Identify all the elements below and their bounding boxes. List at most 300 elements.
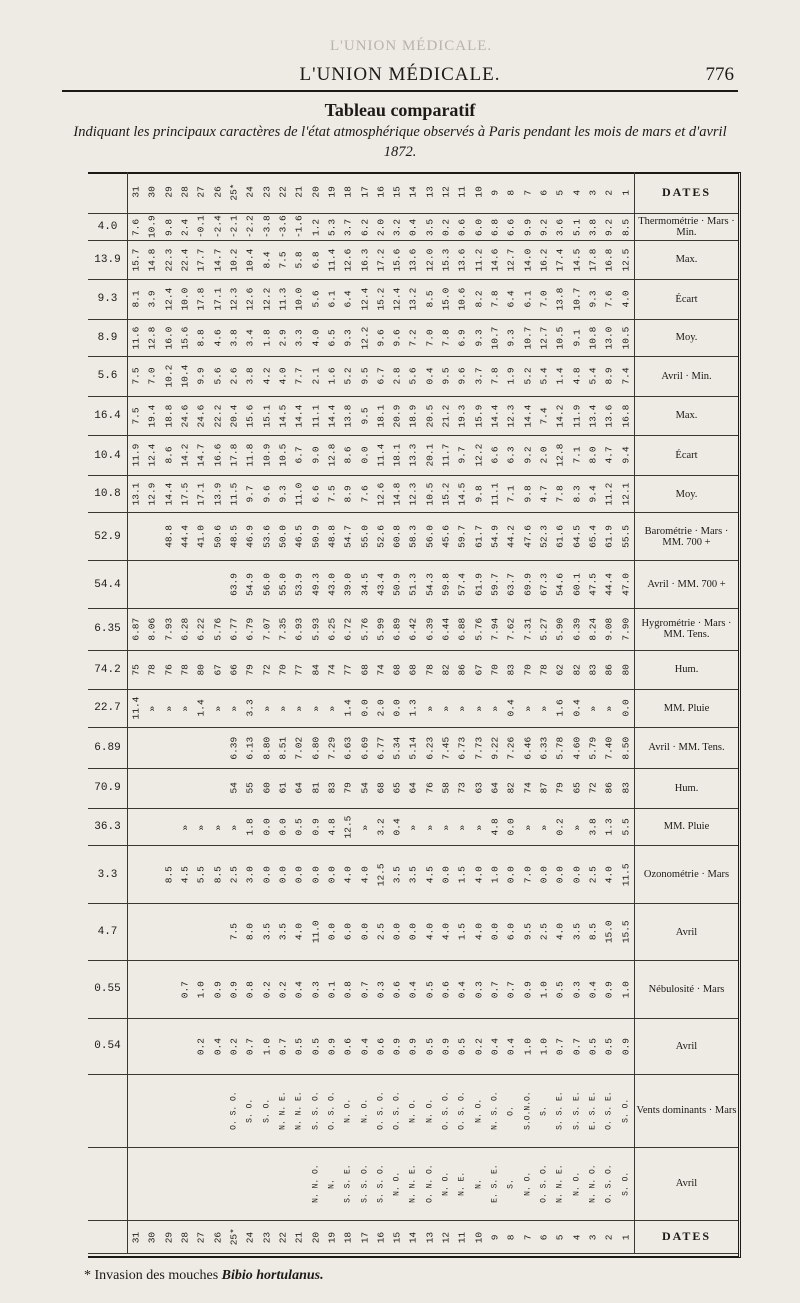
cell: 7.73: [473, 736, 485, 760]
cell: 0.9: [408, 1037, 420, 1055]
cell: 59.8: [440, 573, 452, 596]
cell: 1.0: [195, 980, 207, 998]
cell: 45.6: [440, 525, 452, 549]
cell: 5.6: [408, 367, 420, 386]
cell: »: [228, 824, 240, 830]
band-t_avr_ecart: [88, 436, 738, 476]
cell: 10.9: [146, 215, 158, 239]
cell: 3.6: [555, 218, 567, 236]
cell: 52.6: [375, 525, 387, 549]
cell: 0.4: [424, 367, 436, 386]
cell: 15: [391, 186, 403, 199]
cell: 5.93: [310, 617, 322, 641]
cell: 82: [571, 664, 583, 676]
cell: 56.0: [261, 573, 273, 596]
cell: 3.3: [244, 699, 256, 717]
cell: 14.4: [522, 404, 534, 428]
cell: 0.6: [375, 1037, 387, 1055]
cell: 2.5: [587, 866, 599, 884]
cell: 17.1: [195, 482, 207, 506]
band-total: 6.89: [88, 728, 128, 769]
band-total: [88, 1075, 128, 1147]
cell: 12: [440, 186, 452, 199]
band-header: Ozonométrie · Mars: [634, 846, 738, 903]
cell: 74: [375, 664, 387, 676]
cell: 14.4: [293, 404, 305, 428]
cell: 7.5: [277, 251, 289, 269]
cell: 9.5: [359, 407, 371, 425]
cell: 8: [506, 189, 518, 196]
cell: 0.0: [293, 866, 305, 884]
cell: 12.2: [261, 288, 273, 311]
cell: 8.1: [130, 290, 142, 309]
band-header: DATES: [634, 1221, 738, 1253]
cell: 8.4: [261, 251, 273, 269]
cell: 20.1: [424, 444, 436, 467]
cell: 3.8: [244, 367, 256, 386]
cell: 7.07: [261, 617, 273, 641]
cell: 16.0: [163, 326, 175, 350]
cell: 17: [359, 1231, 371, 1243]
cell: 0.4: [506, 699, 518, 717]
cell: 11.1: [310, 404, 322, 428]
cell: 2.5: [228, 866, 240, 884]
cell: 14.4: [326, 404, 338, 428]
cell: 1.0: [538, 1037, 550, 1055]
cell: 55.0: [277, 573, 289, 596]
cell: 7.31: [522, 617, 534, 641]
cell: 0.0: [326, 923, 338, 941]
cell: 5.90: [555, 617, 567, 641]
cell: 4.0: [277, 367, 289, 386]
cell: 47.6: [522, 525, 534, 549]
cell: 16.8: [620, 404, 632, 428]
cell: 7.62: [506, 617, 518, 641]
cell: 6.4: [506, 290, 518, 309]
band-header: Hum.: [634, 769, 738, 808]
cell: 3.0: [244, 866, 256, 884]
cell: 53.6: [261, 525, 273, 549]
cell: 7.5: [130, 367, 142, 386]
cell: 41.0: [195, 525, 207, 549]
band-total: 4.0: [88, 214, 128, 240]
cell: 4.0: [342, 866, 354, 884]
cell: »: [538, 824, 550, 830]
cell: 8.80: [261, 736, 273, 760]
cell: N. E.: [458, 1171, 468, 1196]
cell: 9.3: [506, 329, 518, 347]
cell: 20.4: [228, 404, 240, 428]
cell: 0.0: [359, 923, 371, 941]
cell: 9.6: [375, 329, 387, 347]
cell: 13.6: [408, 248, 420, 272]
cell: 5.14: [408, 736, 420, 760]
cell: 0.2: [555, 818, 567, 836]
cell: 50.0: [277, 525, 289, 549]
cell: 6.88: [457, 617, 469, 641]
cell: 10.9: [261, 444, 273, 467]
cell: 1.5: [457, 866, 469, 884]
cell: 10.0: [179, 288, 191, 311]
band-header: Avril · MM. 700 +: [634, 561, 738, 608]
band-t_mars_min: [88, 214, 738, 241]
band-h_mars_pluie: [88, 690, 738, 727]
cell: 51.3: [408, 573, 420, 596]
cell: 7.2: [408, 329, 420, 347]
cell: 1.4: [195, 699, 207, 717]
cell: 59.7: [457, 525, 469, 549]
cell: 43.0: [326, 573, 338, 596]
cell: 6.22: [195, 617, 207, 641]
cell: 6.4: [342, 290, 354, 309]
cell: 17.8: [587, 248, 599, 272]
band-h_avr_pluie: [88, 809, 738, 846]
table-title: Tableau comparatif: [324, 100, 476, 120]
cell: E. S. E.: [490, 1164, 500, 1203]
cell: 4.0: [359, 866, 371, 884]
cell: 3.2: [375, 818, 387, 836]
cell: O. S. O.: [392, 1091, 402, 1131]
cell: 7.26: [506, 736, 518, 760]
cell: 10.5: [555, 326, 567, 350]
cell: 6.80: [310, 736, 322, 760]
cell: 8.9: [342, 485, 354, 503]
cell: S.: [507, 1178, 517, 1189]
cell: 4.7: [604, 446, 615, 465]
cell: 54.6: [555, 573, 567, 596]
band-n_avr: [88, 1019, 738, 1075]
cell: 0.4: [408, 980, 420, 998]
cell: 0.2: [228, 1037, 240, 1055]
cell: 83: [587, 664, 599, 676]
cell: 0.7: [179, 980, 191, 998]
cell: 43.4: [375, 573, 387, 596]
cell: 6.13: [244, 736, 256, 760]
cell: 6.93: [293, 617, 305, 641]
cell: 6: [538, 1234, 550, 1240]
band-header: Nébulosité · Mars: [634, 961, 738, 1018]
cell: O. S. O.: [458, 1091, 468, 1131]
cell: 8.5: [163, 866, 175, 884]
cell: 15.0: [440, 288, 452, 311]
cell: 54: [359, 782, 371, 795]
cell: 3.5: [277, 923, 289, 941]
cell: 6.6: [506, 218, 518, 236]
cell: 8.5: [620, 218, 632, 236]
cell: 47.5: [587, 573, 599, 596]
band-header: Barométrie · Mars · MM. 700 +: [634, 513, 738, 560]
cell: 64.5: [571, 525, 583, 549]
cell: 3.2: [391, 218, 403, 236]
cell: 18.9: [408, 404, 420, 428]
band-b_avr: [88, 561, 738, 609]
cell: 1: [620, 1234, 632, 1240]
cell: »: [457, 705, 469, 712]
cell: 9.7: [457, 446, 469, 465]
cell: »: [228, 705, 240, 712]
cell: 0.9: [212, 980, 224, 998]
cell: 0.0: [506, 866, 518, 884]
cell: 0.7: [244, 1037, 256, 1055]
cell: 6.3: [506, 446, 518, 465]
band-header: Avril: [634, 904, 738, 959]
cell: 0.9: [310, 818, 322, 836]
cell: 9.2: [522, 446, 534, 465]
cell: 6.0: [473, 218, 485, 236]
cell: »: [261, 705, 273, 712]
cell: -2.1: [228, 215, 240, 239]
cell: 44.4: [604, 573, 615, 596]
cell: 4.0: [440, 923, 452, 941]
cell: 5.99: [375, 617, 387, 641]
cell: 4.0: [604, 866, 615, 884]
cell: 14: [408, 1231, 420, 1243]
cell: S. O.: [262, 1098, 272, 1123]
cell: 61.9: [604, 525, 615, 549]
band-header: Thermométrie · Mars · Min.: [634, 214, 738, 240]
cell: 5.2: [522, 367, 534, 386]
cell: 15.6: [179, 326, 191, 350]
cell: 21.2: [440, 404, 452, 428]
cell: 14.2: [179, 444, 191, 467]
cell: 10.6: [457, 288, 469, 311]
cell: 12.6: [375, 482, 387, 506]
cell: 10.0: [293, 288, 305, 311]
cell: 13.3: [408, 444, 420, 467]
band-total: 4.7: [88, 904, 128, 959]
cell: 13: [424, 1231, 436, 1243]
cell: 86: [604, 664, 615, 676]
cell: 6.33: [538, 736, 550, 760]
cell: 9.3: [342, 329, 354, 347]
band-header: MM. Pluie: [634, 690, 738, 726]
cell: 13.6: [457, 248, 469, 272]
cell: 7.0: [538, 290, 550, 309]
cell: 14.5: [571, 248, 583, 272]
band-total: 36.3: [88, 809, 128, 845]
cell: E. S. E.: [588, 1091, 598, 1131]
cell: O. S. E.: [605, 1091, 614, 1131]
cell: 12.0: [424, 248, 436, 272]
cell: 6.79: [244, 617, 256, 641]
cell: 7.6: [359, 485, 371, 503]
cell: 7.6: [604, 290, 615, 309]
band-total: 0.54: [88, 1019, 128, 1074]
band-header: Avril: [634, 1019, 738, 1074]
cell: -3.8: [261, 215, 273, 239]
cell: 1.6: [555, 699, 567, 717]
cell: 7: [522, 189, 534, 196]
cell: »: [522, 705, 534, 712]
cell: 8.24: [587, 617, 599, 641]
cell: »: [179, 824, 191, 830]
cell: 20.5: [424, 404, 436, 428]
cell: 49.3: [310, 573, 322, 596]
cell: 11.0: [310, 920, 322, 944]
cell: 15.3: [440, 248, 452, 272]
cell: 5.78: [555, 736, 567, 760]
cell: 0.0: [326, 866, 338, 884]
cell: 55.5: [620, 525, 632, 549]
cell: 8.9: [604, 367, 615, 386]
cell: »: [538, 705, 550, 712]
cell: 73: [457, 782, 469, 795]
cell: 24.6: [179, 404, 191, 428]
cell: 9.7: [244, 485, 256, 503]
cell: 1.0: [261, 1037, 273, 1055]
band-h_mars_tens: [88, 609, 738, 651]
cell: 7.1: [571, 446, 583, 465]
cell: 22.3: [163, 248, 175, 272]
band-t_avr_max: [88, 397, 738, 437]
cell: 12.4: [359, 288, 371, 311]
cell: 15: [391, 1231, 403, 1243]
cell: 9: [489, 1234, 501, 1240]
cell: 9.8: [522, 485, 534, 503]
cell: 6.77: [375, 736, 387, 760]
band-total: 8.9: [88, 320, 128, 356]
cell: 4.8: [326, 818, 338, 836]
cell: 9.3: [587, 290, 599, 309]
cell: 6.8: [489, 218, 501, 236]
cell: 0.9: [228, 980, 240, 998]
cell: 12.3: [506, 404, 518, 428]
cell: 7.8: [489, 367, 501, 386]
cell: 78: [179, 664, 191, 676]
cell: 1.4: [555, 367, 567, 386]
cell: 8.5: [424, 290, 436, 309]
cell: 79: [342, 782, 354, 795]
cell: 25*: [228, 183, 240, 201]
cell: 0.7: [277, 1037, 289, 1055]
cell: 9.2: [538, 218, 550, 236]
cell: 61.6: [555, 525, 567, 549]
cell: -1.6: [293, 215, 305, 239]
cell: 23: [261, 1231, 273, 1243]
cell: 7.45: [440, 736, 452, 760]
cell: 5.6: [310, 290, 322, 309]
cell: S.O.N.O.: [523, 1091, 533, 1131]
cell: 11.1: [489, 482, 501, 506]
cell: 15.5: [620, 920, 632, 944]
cell: 61.7: [473, 525, 485, 549]
cell: 0.0: [359, 446, 371, 465]
cell: 67: [473, 664, 485, 676]
cell: 0.3: [310, 980, 322, 998]
cell: 5.27: [538, 617, 550, 641]
cell: 9.1: [571, 329, 583, 347]
cell: 0.4: [212, 1037, 224, 1055]
band-header: Avril · MM. Tens.: [634, 728, 738, 769]
cell: 0.7: [359, 980, 371, 998]
cell: 12.4: [163, 288, 175, 311]
cell: 6.69: [359, 736, 371, 760]
cell: 0.4: [359, 1037, 371, 1055]
cell: 47.0: [620, 573, 632, 596]
cell: 14.4: [489, 404, 501, 428]
cell: 1.2: [310, 218, 322, 236]
cell: 0.0: [391, 699, 403, 717]
cell: 60.8: [391, 525, 403, 549]
cell: 11.0: [293, 482, 305, 506]
cell: 6.5: [326, 329, 338, 347]
band-header: Max.: [634, 241, 738, 280]
cell: 10.5: [424, 482, 436, 506]
cell: N. O.: [572, 1171, 582, 1196]
cell: 3.3: [293, 329, 305, 347]
cell: 2.6: [228, 367, 240, 386]
cell: 6.0: [342, 923, 354, 941]
cell: 17.1: [212, 288, 224, 311]
cell: »: [146, 705, 158, 712]
cell: 3.5: [571, 923, 583, 941]
cell: S. S. E.: [343, 1164, 353, 1203]
cell: 64: [489, 782, 501, 795]
cell: 4.0: [310, 329, 322, 347]
band-header: Avril · Min.: [634, 357, 738, 396]
cell: 22.4: [179, 248, 191, 272]
cell: 50.9: [310, 525, 322, 549]
cell: 7: [522, 1234, 534, 1240]
cell: 30: [146, 1231, 158, 1243]
cell: 75: [130, 664, 142, 676]
band-header: Vents dominants · Mars: [634, 1075, 738, 1147]
cell: 1.3: [604, 818, 615, 836]
cell: S. S. O.: [360, 1164, 370, 1203]
cell: 8.0: [587, 446, 599, 465]
cell: 58.3: [408, 525, 420, 549]
band-total: 54.4: [88, 561, 128, 608]
cell: 25*: [228, 1228, 240, 1246]
cell: 0.0: [310, 866, 322, 884]
cell: 2.4: [179, 218, 191, 236]
cell: 17: [359, 186, 371, 199]
cell: 13.2: [408, 288, 420, 311]
cell: 56.0: [424, 525, 436, 549]
cell: 8: [506, 1234, 518, 1240]
cell: 86: [604, 782, 615, 795]
cell: -2.4: [212, 215, 224, 239]
cell: 2: [604, 189, 615, 196]
cell: 19.3: [457, 404, 469, 428]
cell: 0.5: [424, 1037, 436, 1055]
cell: 18: [342, 1231, 354, 1243]
cell: 19: [326, 1231, 338, 1243]
cell: 7.29: [326, 736, 338, 760]
cell: 15.2: [440, 482, 452, 506]
cell: 11: [457, 1231, 469, 1243]
cell: 78: [424, 664, 436, 676]
cell: 4.0: [473, 866, 485, 884]
cell: 12.3: [408, 482, 420, 506]
cell: 6.6: [489, 446, 501, 465]
cell: 72: [587, 782, 599, 795]
cell: 62: [555, 664, 567, 676]
cell: 11.4: [130, 696, 142, 720]
cell: 9.6: [457, 367, 469, 386]
band-v_avr: [88, 1148, 738, 1221]
cell: 77: [342, 664, 354, 676]
cell: 0.0: [261, 866, 273, 884]
cell: N.: [474, 1178, 484, 1189]
cell: 57.4: [457, 573, 469, 596]
cell: 11.4: [326, 248, 338, 272]
cell: 6.39: [571, 617, 583, 641]
cell: 11.3: [277, 288, 289, 311]
cell: 6.0: [506, 923, 518, 941]
cell: 0.9: [391, 1037, 403, 1055]
cell: 9.22: [489, 736, 501, 760]
